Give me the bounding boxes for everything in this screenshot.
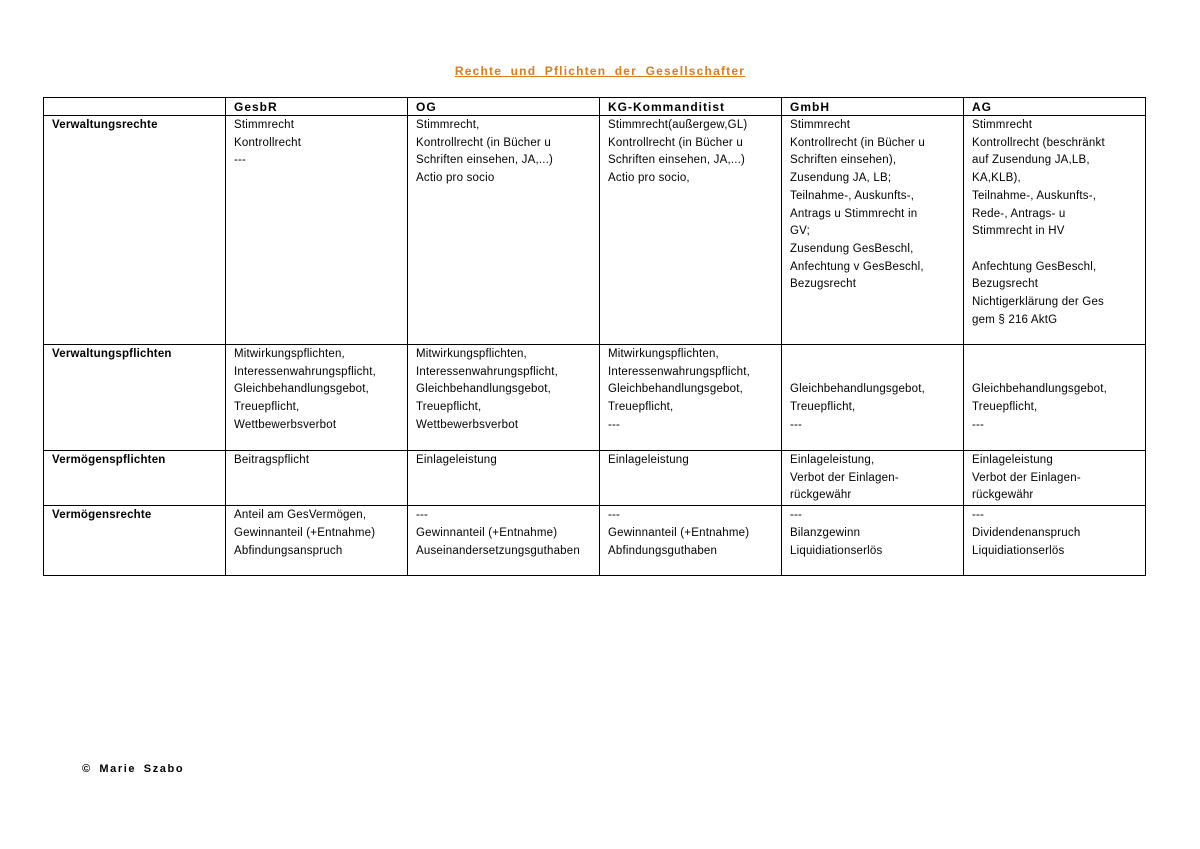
comparison-table [43, 97, 1146, 576]
table-cell [408, 506, 600, 576]
table-cell [226, 451, 408, 506]
cell-line: --- [790, 418, 803, 431]
cell-line [790, 364, 955, 382]
cell-line: Treuepflicht, [416, 401, 482, 414]
cell-line: Mitwirkungspflichten, [608, 348, 719, 360]
cell-line: GV; [790, 225, 810, 238]
cell-line: rückgewähr [790, 489, 852, 502]
cell-line: Rede-, Antrags- u [972, 207, 1066, 220]
table-cell [964, 451, 1146, 506]
cell-line: --- [972, 418, 985, 431]
table-row [44, 345, 1146, 451]
cell-line: Schriften einsehen), [790, 154, 897, 167]
table-cell [600, 116, 782, 345]
cell-line: Liquidiationserlös [790, 544, 883, 557]
cell-line: --- [416, 509, 429, 522]
cell-line: Anteil am GesVermögen, [234, 509, 367, 522]
cell-line: Teilnahme-, Auskunfts-, [790, 189, 915, 202]
cell-line: Anfechtung GesBeschl, [972, 260, 1097, 273]
table-cell [782, 345, 964, 451]
page-title: Rechte und Pflichten der Gesellschafter [454, 64, 746, 78]
cell-line: Kontrollrecht (in Bücher u [416, 136, 551, 149]
header-cell-kg: KG-Kommanditist [600, 98, 782, 116]
cell-line: Actio pro socio, [608, 172, 690, 185]
cell-line: gem § 216 AktG [972, 313, 1058, 326]
cell-line: Verbot der Einlagen- [790, 471, 899, 484]
cell-line: Gleichbehandlungsgebot, [608, 383, 744, 396]
table-cell [964, 116, 1146, 345]
cell-line: Mitwirkungspflichten, [416, 348, 527, 360]
cell-line: Actio pro socio [416, 172, 495, 185]
table-row [44, 116, 1146, 345]
cell-line: Verbot der Einlagen- [972, 471, 1081, 484]
cell-line: Abfindungsguthaben [608, 544, 718, 557]
cell-line: Gewinnanteil (+Entnahme) [234, 526, 376, 539]
cell-line [972, 364, 1137, 382]
table-cell [600, 451, 782, 506]
cell-line: Interessenwahrungspflicht, [234, 365, 376, 378]
header-cell-ag: AG [964, 98, 1146, 116]
cell-line: --- [972, 509, 985, 522]
cell-line: Treuepflicht, [972, 401, 1038, 414]
cell-line: Abfindungsanspruch [234, 544, 343, 557]
table-cell [408, 345, 600, 451]
cell-line: Stimmrecht, [416, 119, 480, 131]
table-cell [782, 116, 964, 345]
cell-line: Nichtigerklärung der Ges [972, 296, 1104, 309]
cell-line: Anfechtung v GesBeschl, [790, 260, 924, 273]
cell-line: Einlageleistung [608, 454, 690, 466]
cell-line: Kontrollrecht (in Bücher u [790, 136, 925, 149]
cell-line: Stimmrecht [790, 119, 851, 131]
cell-line: Auseinandersetzungsguthaben [416, 544, 580, 557]
cell-line: Treuepflicht, [608, 401, 674, 414]
cell-line: auf Zusendung JA,LB, [972, 154, 1090, 167]
table-cell [408, 116, 600, 345]
row-header: Vermögenspflichten [44, 451, 226, 506]
cell-line: Liquidiationserlös [972, 544, 1065, 557]
cell-line: Einlageleistung [972, 454, 1054, 466]
cell-line: Treuepflicht, [234, 401, 300, 414]
cell-line [972, 241, 1137, 259]
cell-line: Gewinnanteil (+Entnahme) [608, 526, 750, 539]
table-cell [600, 506, 782, 576]
table-cell [782, 451, 964, 506]
table-cell [782, 506, 964, 576]
cell-line: Beitragspflicht [234, 454, 310, 466]
table-cell [226, 345, 408, 451]
cell-line: Gleichbehandlungsgebot, [416, 383, 552, 396]
cell-line: Interessenwahrungspflicht, [416, 365, 558, 378]
cell-line: --- [790, 509, 803, 522]
cell-line: Stimmrecht [972, 119, 1033, 131]
table-cell [964, 345, 1146, 451]
cell-line: Wettbewerbsverbot [234, 418, 337, 431]
cell-line: Kontrollrecht [234, 136, 302, 149]
row-header: Vermögensrechte [44, 506, 226, 576]
cell-line: Gewinnanteil (+Entnahme) [416, 526, 558, 539]
cell-line: Mitwirkungspflichten, [234, 348, 345, 360]
table-cell [226, 506, 408, 576]
header-cell-og: OG [408, 98, 600, 116]
cell-line [972, 346, 1137, 364]
cell-line [790, 346, 955, 364]
cell-line: --- [608, 418, 621, 431]
cell-line: Teilnahme-, Auskunfts-, [972, 189, 1097, 202]
header-cell-gesbr: GesbR [226, 98, 408, 116]
cell-line: Interessenwahrungspflicht, [608, 365, 750, 378]
copyright-footer: © Marie Szabo [82, 763, 185, 775]
cell-line: Einlageleistung, [790, 454, 875, 466]
table-row [44, 451, 1146, 506]
cell-line: Zusendung GesBeschl, [790, 242, 914, 255]
cell-line: Bezugsrecht [790, 278, 857, 291]
cell-line: Gleichbehandlungsgebot, [234, 383, 370, 396]
table-row [44, 506, 1146, 576]
row-header: Verwaltungsrechte [44, 116, 226, 345]
cell-line: rückgewähr [972, 489, 1034, 502]
header-cell-empty [44, 98, 226, 116]
cell-line: Gleichbehandlungsgebot, [790, 383, 926, 396]
cell-line: --- [608, 509, 621, 522]
cell-line: Kontrollrecht (in Bücher u [608, 136, 743, 149]
cell-line: Einlageleistung [416, 454, 498, 466]
cell-line: Schriften einsehen, JA,...) [608, 154, 746, 167]
cell-line: Stimmrecht in HV [972, 225, 1065, 238]
cell-line: --- [234, 154, 247, 167]
cell-line: Zusendung JA, LB; [790, 172, 892, 185]
cell-line: Bezugsrecht [972, 278, 1039, 291]
header-row [44, 98, 1146, 116]
cell-line: Stimmrecht(außergew,GL) [608, 119, 748, 131]
table-cell [600, 345, 782, 451]
cell-line: Kontrollrecht (beschränkt [972, 136, 1105, 149]
cell-line: Dividendenanspruch [972, 526, 1081, 539]
cell-line: Wettbewerbsverbot [416, 418, 519, 431]
header-cell-gmbh: GmbH [782, 98, 964, 116]
cell-line: Schriften einsehen, JA,...) [416, 154, 554, 167]
table-cell [964, 506, 1146, 576]
cell-line: Antrags u Stimmrecht in [790, 207, 918, 220]
cell-line: Treuepflicht, [790, 401, 856, 414]
row-header: Verwaltungspflichten [44, 345, 226, 451]
cell-line: Stimmrecht [234, 119, 295, 131]
table-cell [408, 451, 600, 506]
cell-line: Gleichbehandlungsgebot, [972, 383, 1108, 396]
table-cell [226, 116, 408, 345]
cell-line: KA,KLB), [972, 172, 1021, 185]
cell-line: Bilanzgewinn [790, 526, 861, 539]
